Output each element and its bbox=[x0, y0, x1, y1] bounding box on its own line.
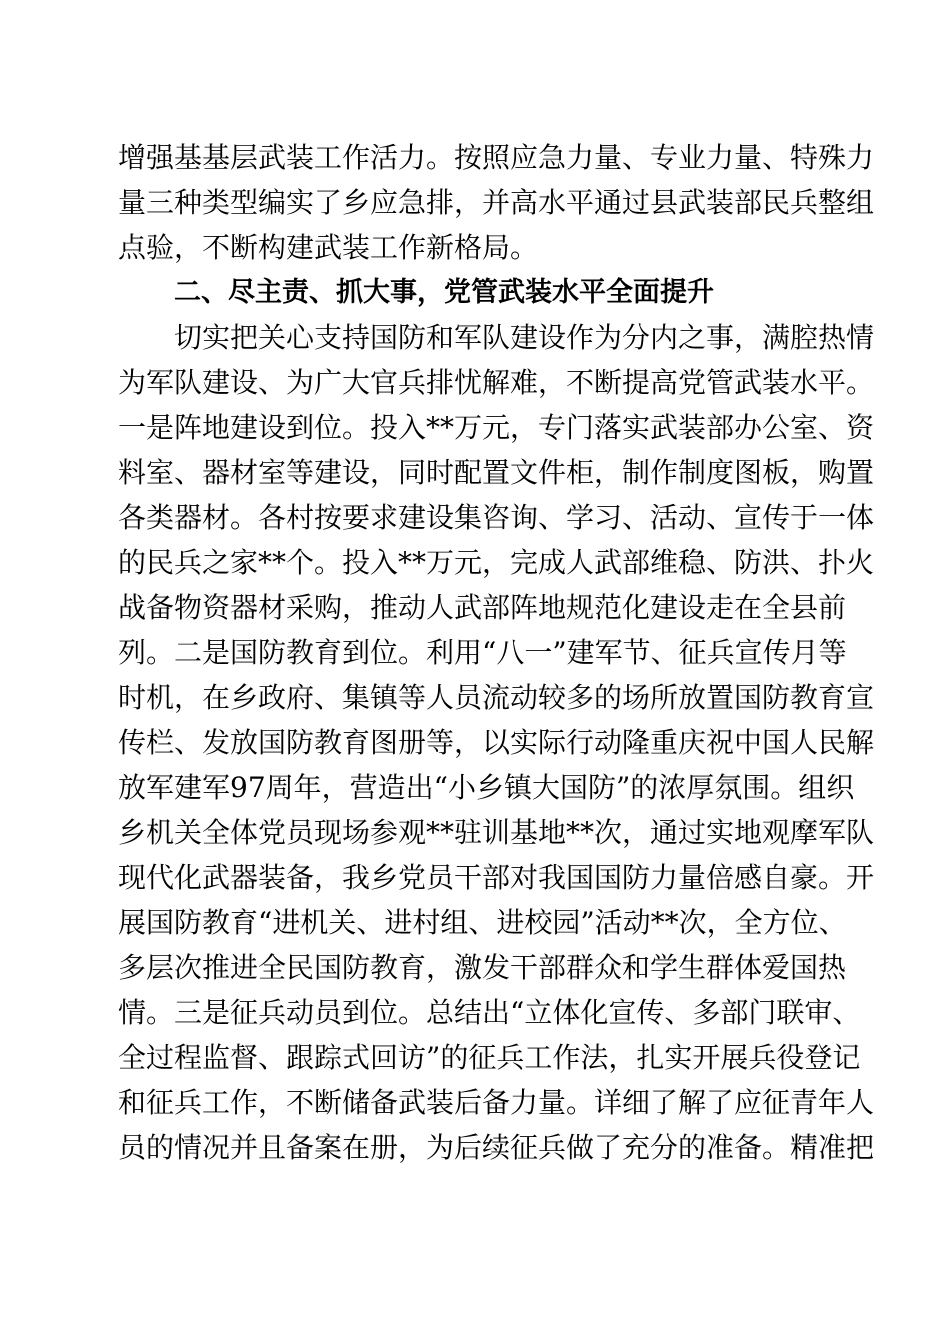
text-line: 一是阵地建设到位。投入**万元，专门落实武装部办公室、资 bbox=[118, 411, 875, 444]
text-line: 情。三是征兵动员到位。总结出“立体化宣传、多部门联审、 bbox=[118, 996, 861, 1029]
text-line: 和征兵工作，不断储备武装后备力量。详细了解了应征青年人 bbox=[118, 1086, 875, 1119]
text-line: 展国防教育“进机关、进村组、进校园”活动**次，全方位、 bbox=[118, 906, 847, 939]
paragraph-body bbox=[118, 315, 875, 1170]
text-line: 现代化武器装备，我乡党员干部对我国国防力量倍感自豪。开 bbox=[118, 861, 875, 894]
text-line: 全过程监督、跟踪式回访”的征兵工作法，扎实开展兵役登记 bbox=[118, 1041, 861, 1074]
text-line: 时机，在乡政府、集镇等人员流动较多的场所放置国防教育宣 bbox=[118, 681, 875, 714]
text-line: 量三种类型编实了乡应急排，并高水平通过县武装部民兵整组 bbox=[118, 186, 875, 219]
text-line: 列。二是国防教育到位。利用“八一”建军节、征兵宣传月等 bbox=[118, 636, 847, 669]
text-line: 多层次推进全民国防教育，激发干部群众和学生群体爱国热 bbox=[118, 951, 847, 984]
text-line: 战备物资器材采购，推动人武部阵地规范化建设走在全县前 bbox=[118, 591, 847, 624]
text-line: 乡机关全体党员现场参观**驻训基地**次，通过实地观摩军队 bbox=[118, 816, 875, 849]
text-line: 点验，不断构建武装工作新格局。 bbox=[118, 231, 539, 264]
text-line: 料室、器材室等建设，同时配置文件柜，制作制度图板，购置 bbox=[118, 456, 875, 489]
paragraph-continued bbox=[118, 135, 875, 270]
text-line: 各类器材。各村按要求建设集咨询、学习、活动、宣传于一体 bbox=[118, 501, 875, 534]
text-line: 放军建军97周年，营造出“小乡镇大国防”的浓厚氛围。组织 bbox=[118, 771, 855, 804]
section-heading: 二、尽主责、抓大事，党管武装水平全面提升 bbox=[174, 277, 714, 308]
text-line: 员的情况并且备案在册，为后续征兵做了充分的准备。精准把 bbox=[118, 1131, 875, 1164]
text-line: 传栏、发放国防教育图册等，以实际行动隆重庆祝中国人民解 bbox=[118, 726, 875, 759]
text-line: 增强基基层武装工作活力。按照应急力量、专业力量、特殊力 bbox=[118, 141, 875, 174]
document-body bbox=[118, 135, 875, 1170]
text-line: 为军队建设、为广大官兵排忧解难，不断提高党管武装水平。 bbox=[118, 366, 875, 399]
text-line: 的民兵之家**个。投入**万元，完成人武部维稳、防洪、扑火 bbox=[118, 546, 875, 579]
text-line: 切实把关心支持国防和军队建设作为分内之事，满腔热情 bbox=[174, 321, 875, 354]
